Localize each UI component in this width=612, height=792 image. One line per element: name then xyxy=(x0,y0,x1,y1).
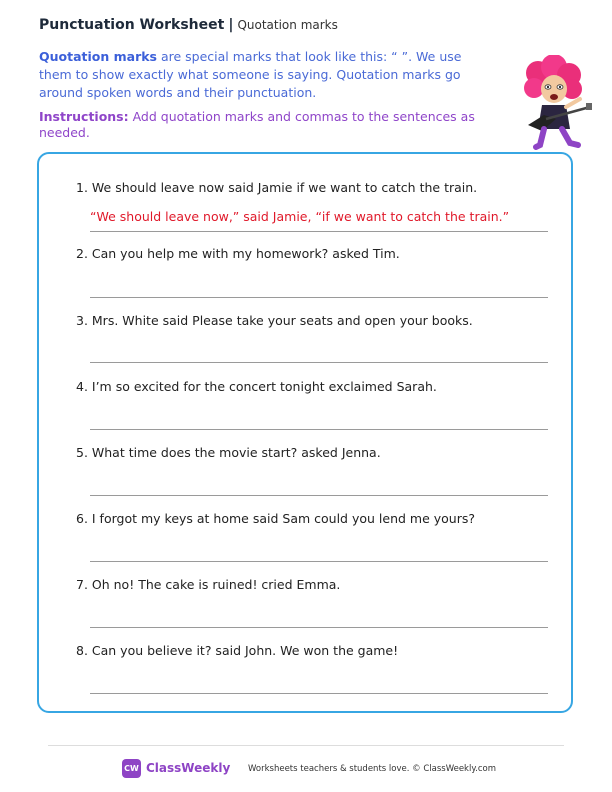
rock-guitarist-illustration xyxy=(514,55,594,150)
intro-text: are special marks that look like this: “ ”. We use them to show exactly what someone is saying. Quotation marks go around spoken words and their punctuation. xyxy=(39,49,462,100)
question-6: 6. I forgot my keys at home said Sam could you lend me yours? xyxy=(76,511,475,526)
answer-line-6[interactable] xyxy=(90,561,548,562)
footer-tagline: Worksheets teachers & students love. © ClassWeekly.com xyxy=(248,764,497,774)
worksheet-header xyxy=(39,17,338,33)
footer-divider xyxy=(48,745,564,746)
answer-line-8[interactable] xyxy=(90,693,548,694)
question-1: 1. We should leave now said Jamie if we want to catch the train. xyxy=(76,180,478,195)
question-4: 4. I’m so excited for the concert tonight exclaimed Sarah. xyxy=(76,379,437,394)
page-title: Punctuation Worksheet xyxy=(39,17,225,33)
answer-line-3[interactable] xyxy=(90,362,548,363)
answer-line-7[interactable] xyxy=(90,627,548,628)
brand-name[interactable]: ClassWeekly xyxy=(146,761,231,775)
intro-keyword: Quotation marks xyxy=(39,49,157,64)
answer-line-4[interactable] xyxy=(90,429,548,430)
exercise-box xyxy=(37,152,573,713)
answer-line-1[interactable] xyxy=(90,231,548,232)
question-2: 2. Can you help me with my homework? asked Tim. xyxy=(76,246,400,261)
answer-line-2[interactable] xyxy=(90,297,548,298)
right-leg xyxy=(562,129,578,145)
instructions-label: Instructions: xyxy=(39,109,129,124)
question-5: 5. What time does the movie start? asked Jenna. xyxy=(76,445,381,460)
left-leg xyxy=(536,129,544,147)
instructions-text: Add quotation marks and commas to the sentences as needed. xyxy=(39,109,475,140)
page-subtitle: Quotation marks xyxy=(237,18,338,32)
instructions-paragraph xyxy=(39,109,519,141)
classweekly-logo-icon[interactable]: CW xyxy=(122,759,141,778)
intro-paragraph xyxy=(39,48,489,102)
example-answer: “We should leave now,” said Jamie, “if we want to catch the train.” xyxy=(90,209,510,224)
title-separator: | xyxy=(228,17,234,33)
question-7: 7. Oh no! The cake is ruined! cried Emma. xyxy=(76,577,341,592)
question-8: 8. Can you believe it? said John. We won the game! xyxy=(76,643,399,658)
question-3: 3. Mrs. White said Please take your seats and open your books. xyxy=(76,313,473,328)
answer-line-5[interactable] xyxy=(90,495,548,496)
